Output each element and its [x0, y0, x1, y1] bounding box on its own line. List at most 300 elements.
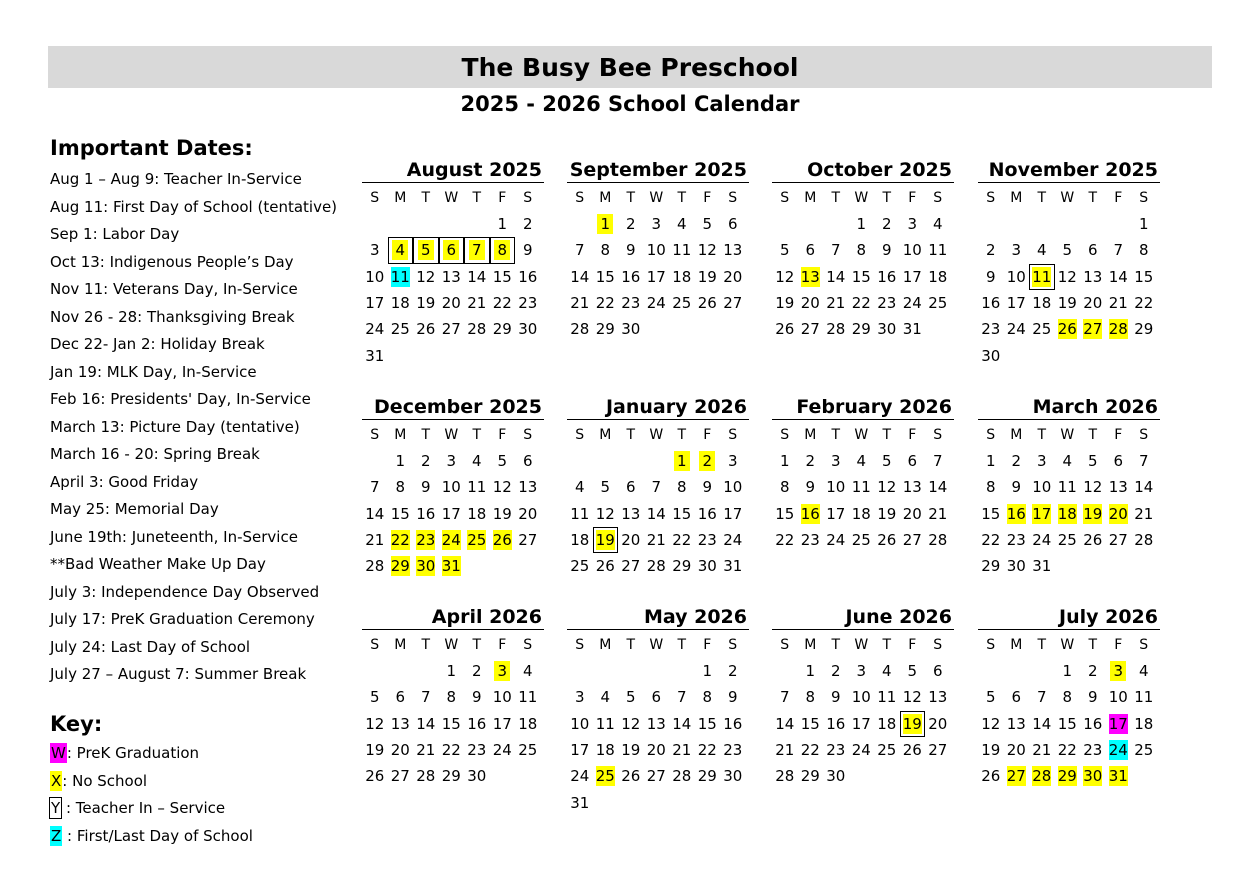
week-row	[362, 711, 544, 737]
week-row	[567, 684, 749, 710]
day-number: 6	[727, 215, 738, 234]
day-number: 16	[518, 267, 538, 286]
week-row	[772, 237, 954, 263]
day-cell	[464, 658, 490, 684]
day-cell	[720, 237, 746, 263]
day-number: 2	[881, 215, 892, 234]
day-cell	[900, 501, 926, 527]
day-number: 27	[723, 294, 743, 313]
day-number: 31	[441, 557, 461, 576]
day-cell	[388, 501, 414, 527]
important-date-item: Feb 16: Presidents' Day, In-Service	[50, 390, 311, 408]
empty-day-cell	[1029, 211, 1055, 237]
day-cell	[413, 553, 439, 579]
weekday-label: S	[986, 427, 996, 443]
weekday-label: F	[498, 637, 507, 653]
day-number: 27	[646, 767, 666, 786]
day-number: 15	[390, 504, 410, 523]
weekday-label: S	[780, 637, 790, 653]
day-number: 7	[932, 452, 943, 471]
empty-day-cell	[1131, 553, 1157, 579]
day-number: 11	[518, 688, 538, 707]
week-row	[362, 316, 544, 342]
empty-day-cell	[1106, 211, 1132, 237]
weekday-label: S	[780, 190, 790, 206]
day-number: 4	[1062, 452, 1073, 471]
day-number: 20	[902, 504, 922, 523]
month-title: December 2025	[362, 395, 544, 420]
weekday-label: M	[804, 190, 817, 206]
day-number: 5	[418, 240, 434, 260]
weekday-label: T	[831, 637, 841, 653]
day-cell	[1055, 501, 1081, 527]
empty-day-cell	[1055, 553, 1081, 579]
day-number: 27	[1006, 767, 1026, 786]
day-cell	[567, 264, 593, 290]
day-cell	[695, 264, 721, 290]
day-cell	[1029, 316, 1055, 342]
empty-day-cell	[1055, 211, 1081, 237]
week-row	[362, 501, 544, 527]
day-number: 6	[395, 688, 406, 707]
important-date-item: Nov 11: Veterans Day, In-Service	[50, 280, 298, 298]
day-number: 26	[1083, 531, 1103, 550]
day-number: 31	[365, 346, 385, 365]
day-number: 26	[492, 531, 512, 550]
important-date-item: Oct 13: Indigenous People’s Day	[50, 252, 294, 271]
day-cell	[567, 237, 593, 263]
day-cell	[567, 527, 593, 553]
day-number: 13	[441, 267, 461, 286]
day-cell	[490, 237, 516, 263]
day-cell	[439, 501, 465, 527]
day-number: 15	[672, 504, 692, 523]
weekday-label: M	[394, 427, 407, 443]
weekday-label: M	[599, 637, 612, 653]
day-number: 13	[1083, 267, 1103, 286]
important-date-item: **Bad Weather Make Up Day	[50, 555, 266, 573]
day-number: 27	[390, 767, 410, 786]
day-number: 1	[985, 452, 996, 471]
day-cell	[1106, 237, 1132, 263]
day-number: 27	[621, 557, 641, 576]
day-number: 14	[1108, 267, 1128, 286]
day-cell	[772, 711, 798, 737]
day-number: 22	[672, 531, 692, 550]
day-number: 27	[1083, 320, 1103, 339]
important-date-item: June 19th: Juneteenth, In-Service	[50, 527, 298, 546]
day-cell	[1080, 763, 1106, 789]
day-number: 11	[595, 714, 615, 733]
day-cell	[925, 737, 951, 763]
month-title: May 2026	[567, 605, 749, 630]
week-row	[772, 474, 954, 500]
day-cell	[1131, 316, 1157, 342]
day-cell	[490, 264, 516, 290]
weekday-label: S	[523, 190, 533, 206]
week-row	[978, 737, 1160, 763]
day-cell	[798, 737, 824, 763]
day-cell	[720, 553, 746, 579]
day-cell	[413, 527, 439, 553]
weekday-label: W	[649, 637, 664, 653]
weekday-label: S	[1139, 427, 1149, 443]
weekday-label: S	[1139, 637, 1149, 653]
day-number: 12	[621, 714, 641, 733]
day-number: 19	[1057, 294, 1077, 313]
day-number: 23	[518, 294, 538, 313]
week-row	[567, 711, 749, 737]
weekday-label: T	[677, 427, 687, 443]
day-cell	[1004, 553, 1030, 579]
day-cell	[362, 527, 388, 553]
day-number: 21	[1108, 294, 1128, 313]
day-cell	[644, 474, 670, 500]
day-cell	[439, 474, 465, 500]
important-date-item: July 17: PreK Graduation Ceremony	[50, 610, 315, 628]
weekday-label: T	[1088, 427, 1098, 443]
day-number: 16	[1083, 714, 1103, 733]
day-cell	[874, 711, 900, 737]
day-cell	[490, 658, 516, 684]
day-number: 22	[595, 294, 615, 313]
day-number: 13	[518, 478, 538, 497]
day-number: 15	[851, 267, 871, 286]
day-number: 21	[928, 504, 948, 523]
day-cell	[644, 684, 670, 710]
day-number: 30	[981, 346, 1001, 365]
day-cell	[874, 316, 900, 342]
day-cell	[464, 264, 490, 290]
day-cell	[618, 684, 644, 710]
day-number: 9	[727, 688, 738, 707]
month-title: April 2026	[362, 605, 544, 630]
day-cell	[515, 684, 541, 710]
weekday-label: W	[854, 637, 869, 653]
day-number: 3	[856, 662, 867, 681]
month-calendar	[772, 605, 954, 789]
important-date-item: March 13: Picture Day (tentative)	[50, 417, 300, 436]
day-cell	[439, 658, 465, 684]
day-cell	[388, 474, 414, 500]
day-number: 19	[492, 504, 512, 523]
day-number: 10	[441, 478, 461, 497]
weekday-header	[772, 185, 954, 211]
day-number: 4	[676, 215, 687, 234]
day-cell	[1080, 684, 1106, 710]
weekday-label: F	[498, 190, 507, 206]
day-number: 15	[981, 504, 1001, 523]
day-number: 8	[395, 478, 406, 497]
weekday-label: M	[1010, 637, 1023, 653]
key-list	[50, 740, 360, 850]
weekday-label: T	[677, 637, 687, 653]
day-number: 24	[1108, 741, 1128, 760]
day-cell	[1004, 448, 1030, 474]
day-number: 29	[800, 767, 820, 786]
day-cell	[1004, 763, 1030, 789]
empty-day-cell	[925, 316, 951, 342]
day-cell	[874, 527, 900, 553]
day-number: 1	[805, 662, 816, 681]
day-cell	[1131, 501, 1157, 527]
day-number: 16	[467, 714, 487, 733]
day-cell	[1080, 264, 1106, 290]
important-date-item: May 25: Memorial Day	[50, 500, 219, 518]
month-calendar	[362, 605, 544, 789]
day-cell	[1080, 737, 1106, 763]
day-cell	[362, 474, 388, 500]
day-number: 30	[1006, 557, 1026, 576]
weekday-label: M	[394, 190, 407, 206]
weekday-label: S	[575, 637, 585, 653]
weekday-label: T	[1037, 427, 1047, 443]
day-number: 5	[600, 478, 611, 497]
day-cell	[978, 264, 1004, 290]
day-cell	[439, 527, 465, 553]
day-cell	[720, 658, 746, 684]
day-number: 21	[1134, 504, 1154, 523]
week-row	[978, 448, 1160, 474]
day-cell	[1004, 474, 1030, 500]
empty-day-cell	[439, 342, 465, 368]
day-cell	[978, 501, 1004, 527]
day-cell	[925, 711, 951, 737]
day-number: 25	[851, 531, 871, 550]
day-cell	[464, 684, 490, 710]
day-number: 18	[390, 294, 410, 313]
day-cell	[515, 501, 541, 527]
day-number: 28	[1108, 320, 1128, 339]
day-cell	[695, 763, 721, 789]
key-swatch: W	[51, 744, 66, 762]
day-cell	[388, 264, 414, 290]
empty-day-cell	[515, 553, 541, 579]
day-cell	[849, 237, 875, 263]
day-number: 6	[522, 452, 533, 471]
day-cell	[978, 342, 1004, 368]
weekday-label: M	[1010, 190, 1023, 206]
week-row	[567, 211, 749, 237]
day-cell	[849, 711, 875, 737]
day-cell	[1080, 316, 1106, 342]
day-number: 8	[600, 241, 611, 260]
week-row	[567, 448, 749, 474]
day-cell	[1131, 474, 1157, 500]
day-cell	[1029, 290, 1055, 316]
weekday-label: W	[1060, 637, 1075, 653]
month-title: July 2026	[978, 605, 1160, 630]
day-cell	[900, 264, 926, 290]
day-cell	[1080, 527, 1106, 553]
weekday-label: F	[703, 637, 712, 653]
day-cell	[823, 448, 849, 474]
important-date-item: Dec 22- Jan 2: Holiday Break	[50, 335, 265, 353]
day-number: 2	[727, 662, 738, 681]
day-cell	[1080, 237, 1106, 263]
day-number: 1	[856, 215, 867, 234]
empty-day-cell	[1106, 553, 1132, 579]
weekday-label: F	[908, 190, 917, 206]
weekday-label: T	[626, 427, 636, 443]
day-cell	[1131, 684, 1157, 710]
day-cell	[978, 474, 1004, 500]
day-number: 29	[851, 320, 871, 339]
day-number: 13	[1108, 478, 1128, 497]
weekday-label: T	[626, 190, 636, 206]
empty-day-cell	[1004, 658, 1030, 684]
week-row	[772, 711, 954, 737]
day-number: 20	[1006, 741, 1026, 760]
day-cell	[413, 737, 439, 763]
weekday-label: W	[444, 427, 459, 443]
key-label: : No School	[62, 771, 148, 790]
empty-day-cell	[772, 211, 798, 237]
day-cell	[439, 763, 465, 789]
day-number: 18	[672, 267, 692, 286]
day-cell	[464, 501, 490, 527]
day-number: 7	[779, 688, 790, 707]
day-number: 14	[1032, 714, 1052, 733]
day-cell	[388, 553, 414, 579]
day-cell	[669, 527, 695, 553]
day-number: 4	[392, 240, 408, 260]
day-cell	[567, 789, 593, 815]
day-cell	[798, 501, 824, 527]
month-calendar	[978, 158, 1160, 369]
day-cell	[1029, 264, 1055, 290]
day-number: 12	[365, 714, 385, 733]
day-cell	[362, 342, 388, 368]
month-title: October 2025	[772, 158, 954, 183]
day-number: 14	[570, 267, 590, 286]
month-title: November 2025	[978, 158, 1160, 183]
day-cell	[1029, 763, 1055, 789]
day-number: 16	[877, 267, 897, 286]
empty-day-cell	[388, 658, 414, 684]
empty-day-cell	[1080, 342, 1106, 368]
day-number: 1	[497, 215, 508, 234]
day-number: 24	[492, 741, 512, 760]
day-cell	[1131, 737, 1157, 763]
day-number: 21	[672, 741, 692, 760]
day-cell	[695, 474, 721, 500]
day-number: 9	[420, 478, 431, 497]
day-cell	[1080, 448, 1106, 474]
empty-day-cell	[515, 763, 541, 789]
day-number: 28	[416, 767, 436, 786]
day-cell	[567, 737, 593, 763]
day-cell	[388, 290, 414, 316]
day-number: 28	[672, 767, 692, 786]
day-cell	[464, 316, 490, 342]
month-calendar	[567, 605, 749, 816]
empty-day-cell	[388, 211, 414, 237]
weekday-label: F	[498, 427, 507, 443]
day-number: 16	[981, 294, 1001, 313]
week-row	[567, 501, 749, 527]
day-number: 6	[805, 241, 816, 260]
day-cell	[413, 711, 439, 737]
day-number: 28	[646, 557, 666, 576]
empty-day-cell	[644, 448, 670, 474]
day-cell	[593, 763, 619, 789]
day-number: 22	[981, 531, 1001, 550]
key-label: : First/Last Day of School	[62, 826, 253, 845]
day-cell	[515, 527, 541, 553]
day-cell	[490, 448, 516, 474]
day-cell	[618, 474, 644, 500]
day-cell	[798, 264, 824, 290]
week-row	[772, 501, 954, 527]
weekday-header	[567, 185, 749, 211]
day-number: 3	[830, 452, 841, 471]
day-number: 19	[877, 504, 897, 523]
weekday-label: T	[1037, 637, 1047, 653]
day-number: 22	[800, 741, 820, 760]
weekday-label: S	[728, 427, 738, 443]
empty-day-cell	[720, 789, 746, 815]
day-number: 6	[907, 452, 918, 471]
empty-day-cell	[925, 763, 951, 789]
day-number: 12	[697, 241, 717, 260]
important-date-item: Nov 26 - 28: Thanksgiving Break	[50, 307, 295, 326]
day-number: 31	[1032, 557, 1052, 576]
day-number: 30	[723, 767, 743, 786]
day-number: 2	[471, 662, 482, 681]
day-number: 22	[390, 531, 410, 550]
day-cell	[772, 501, 798, 527]
empty-day-cell	[1080, 211, 1106, 237]
day-number: 29	[1134, 320, 1154, 339]
week-row	[772, 527, 954, 553]
empty-day-cell	[567, 658, 593, 684]
day-cell	[695, 553, 721, 579]
day-cell	[1029, 448, 1055, 474]
day-cell	[1055, 474, 1081, 500]
day-number: 30	[416, 557, 436, 576]
day-cell	[900, 211, 926, 237]
day-number: 5	[497, 452, 508, 471]
day-cell	[925, 264, 951, 290]
day-cell	[413, 763, 439, 789]
day-number: 24	[441, 531, 461, 550]
day-number: 23	[826, 741, 846, 760]
week-row	[362, 211, 544, 237]
day-cell	[1080, 290, 1106, 316]
day-number: 2	[420, 452, 431, 471]
key-label: : Teacher In – Service	[61, 799, 226, 817]
day-cell	[464, 737, 490, 763]
day-number: 5	[1087, 452, 1098, 471]
day-number: 20	[441, 294, 461, 313]
day-cell	[772, 237, 798, 263]
day-cell	[695, 501, 721, 527]
week-row	[567, 737, 749, 763]
day-number: 29	[981, 557, 1001, 576]
day-number: 9	[1087, 688, 1098, 707]
day-cell	[1106, 501, 1132, 527]
day-cell	[1004, 316, 1030, 342]
day-number: 13	[621, 504, 641, 523]
empty-day-cell	[1004, 211, 1030, 237]
day-cell	[413, 237, 439, 263]
day-cell	[1004, 290, 1030, 316]
weekday-header	[567, 422, 749, 448]
day-cell	[978, 763, 1004, 789]
day-number: 29	[672, 557, 692, 576]
day-number: 10	[826, 478, 846, 497]
